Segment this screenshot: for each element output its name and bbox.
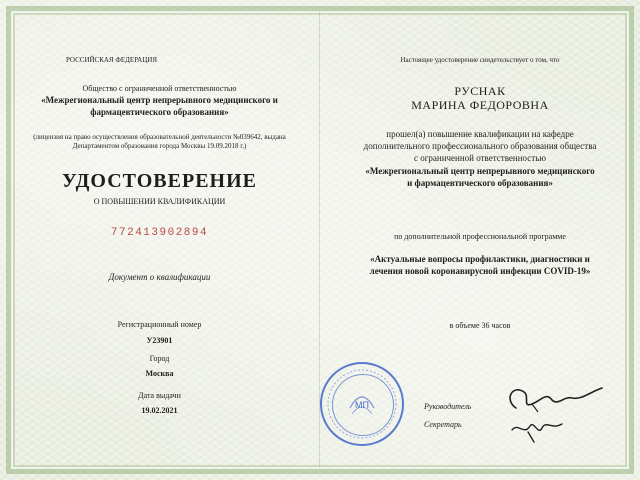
issue-date-value: 19.02.2021 [141,406,178,415]
serial-number: 772413902894 [110,227,209,239]
city-value: Москва [145,369,174,378]
passed-line3: с ограниченной ответственностью [413,153,547,163]
document-title: УДОСТОВЕРЕНИЕ [62,170,257,192]
org-name-line2: и фармацевтического образования» [407,178,553,188]
holder-surname: РУСНАК [454,84,506,98]
program-title-line1: «Актуальные вопросы профилактики, диагностики и [370,254,590,264]
issue-date-label: Дата выдачи [138,391,181,400]
document-type: Документ о квалификации [108,272,211,282]
org-name-line1: «Межрегиональный центр непрерывного медицинского и [41,95,278,105]
official-stamp [320,362,404,446]
registration-value: У23901 [146,336,173,345]
secretary-label: Секретарь [424,420,462,429]
license-line1: (лицензия на право осуществления образовательной деятельности №039642, выдана [33,133,286,141]
stamp-text: МП [355,400,369,410]
country-label: РОССИЙСКАЯ ФЕДЕРАЦИЯ [65,56,158,64]
registration-label: Регистрационный номер [117,320,202,329]
org-name-line1: «Межрегиональный центр непрерывного медицинского [365,166,595,176]
program-title-line2: лечения новой коронавирусной инфекции COVID-19» [369,266,591,276]
secretary-signature-icon [508,412,568,446]
org-name-line2: фармацевтического образования» [90,107,229,117]
program-intro: по дополнительной профессиональной программе [394,232,566,241]
document-subtitle: О ПОВЫШЕНИИ КВАЛИФИКАЦИИ [93,197,226,206]
license-line2: Департаментом образования города Москвы 19.09.2018 г.) [72,142,247,150]
intro-text: Настоящее удостоверение свидетельствует о том, что [400,56,560,64]
holder-given-names: МАРИНА ФЕДОРОВНА [411,98,549,112]
head-label: Руководитель [424,402,472,411]
city-label: Город [149,354,170,363]
passed-line1: прошел(а) повышение квалификации на кафедре [386,129,574,139]
hours-text: в объеме 36 часов [449,321,511,330]
org-type: Общество с ограниченной ответственностью [82,84,237,93]
passed-line2: дополнительного профессионального образования общества [363,141,597,151]
